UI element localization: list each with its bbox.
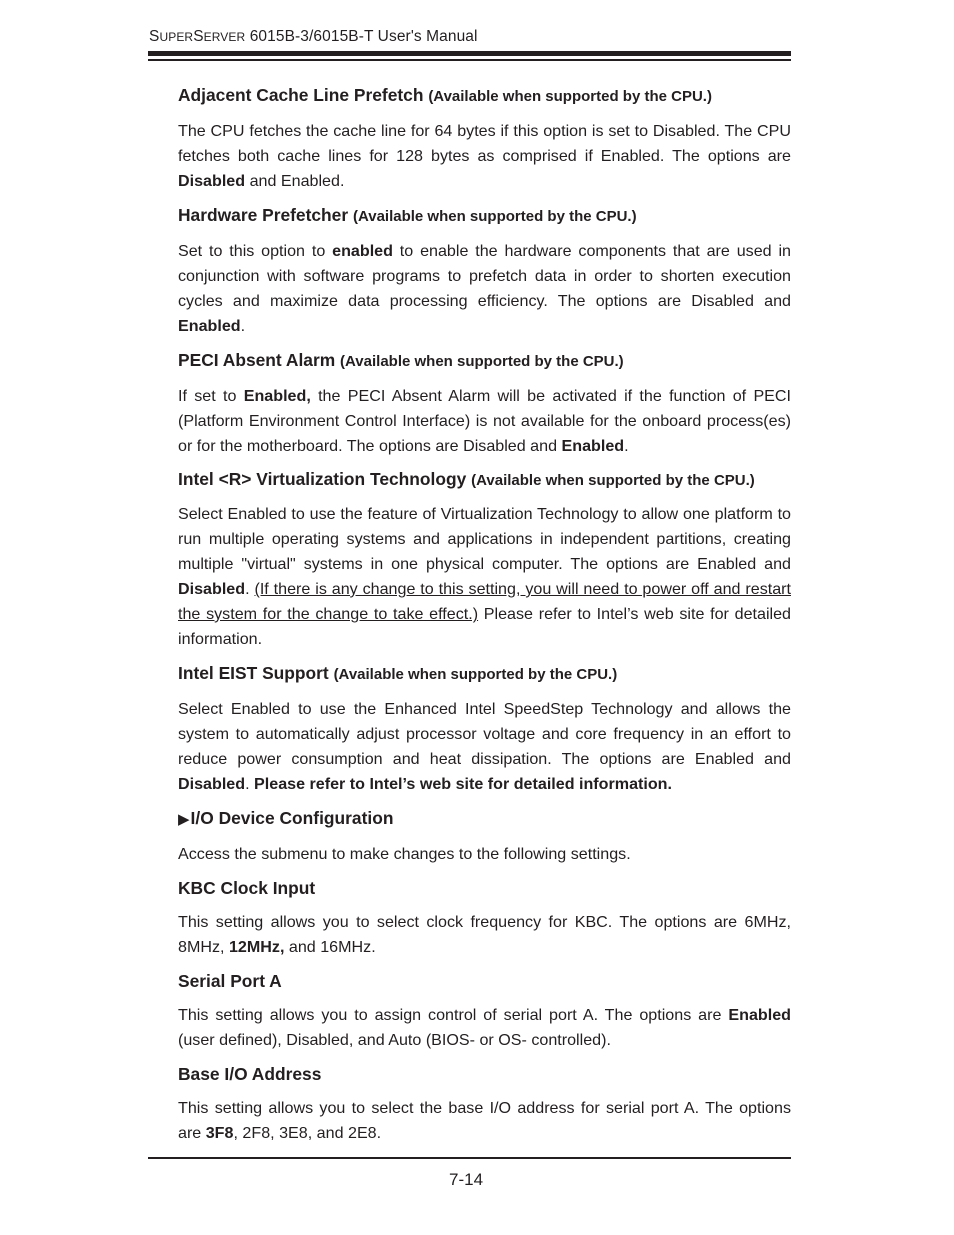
paragraph-kbc-clock: This setting allows you to select clock frequency for KBC. The options are 6MHz, 8MHz, 12MHz, and 16MHz. [178, 913, 791, 956]
paragraph-base-io-address: This setting allows you to select the base I/O address for serial port A. The options are 3F8, 2F8, 3E8, and 2E8. [178, 1099, 791, 1142]
section-title-adjacent-cache: Adjacent Cache Line Prefetch (Available when supported by the CPU.) [178, 85, 712, 105]
paragraph-io-device-config: Access the submenu to make changes to the following settings. [178, 845, 631, 863]
section-title-serial-port-a: Serial Port A [178, 971, 282, 991]
section-title-virtualization: Intel <R> Virtualization Technology (Available when supported by the CPU.) [178, 469, 755, 489]
section-title-base-io-address: Base I/O Address [178, 1064, 322, 1084]
section-title-peci-absent-alarm: PECI Absent Alarm (Available when supported by the CPU.) [178, 350, 624, 370]
paragraph-eist-support: Select Enabled to use the Enhanced Intel SpeedStep Technology and allows the system to automatically adjust processor voltage and core frequency in an effort to reduce power consumption and heat dissipation. The options are Enabled and Disabled. Please refer to Intel’s web site for detailed information. [178, 700, 791, 793]
header-rule-thin [148, 59, 791, 61]
page-number: 7-14 [449, 1170, 484, 1189]
paragraph-serial-port-a: This setting allows you to assign control of serial port A. The options are Enabled (user defined), Disabled, and Auto (BIOS- or OS- controlled). [178, 1006, 791, 1049]
paragraph-hardware-prefetcher: Set to this option to enabled to enable the hardware components that are used in conjunction with software programs to prefetch data in order to shorten execution cycles and maximize data processing efficiency. The options are Disabled and Enabled. [178, 242, 791, 335]
header-rule-thick [148, 51, 791, 56]
section-title-eist-support: Intel EIST Support (Available when supported by the CPU.) [178, 663, 618, 683]
section-title-io-device-config: ▶I/O Device Configuration [178, 807, 791, 831]
submenu-arrow-icon: ▶ [178, 811, 190, 828]
page-content [178, 84, 791, 1156]
paragraph-peci-absent-alarm: If set to Enabled, the PECI Absent Alarm will be activated if the function of PECI (Platform Environment Control Interface) is not available for the onboard process(es) or for the motherboard. The options are Disabled and Enabled. [178, 387, 792, 455]
paragraph-adjacent-cache: The CPU fetches the cache line for 64 bytes if this option is set to Disabled. The CPU fetches both cache lines for 128 bytes as comprised if Enabled. The options are Disabled and Enabled. [178, 122, 791, 190]
paragraph-virtualization: Select Enabled to use the feature of Virtualization Technology to allow one platform to run multiple operating systems and applications in independent partitions, creating multiple "virtual" systems in one physical computer. The options are Enabled and Disabled. (If there is any change to this setting, you will need to power off and restart the system for the change to take effect.) Please refer to Intel’s web site for detailed information. [178, 505, 791, 648]
footer-rule [148, 1157, 791, 1159]
running-header: SUPERSERVER 6015B-3/6015B-T User's Manual [149, 28, 478, 45]
section-title-hardware-prefetcher: Hardware Prefetcher (Available when supported by the CPU.) [178, 205, 637, 225]
section-title-kbc-clock: KBC Clock Input [178, 878, 316, 898]
